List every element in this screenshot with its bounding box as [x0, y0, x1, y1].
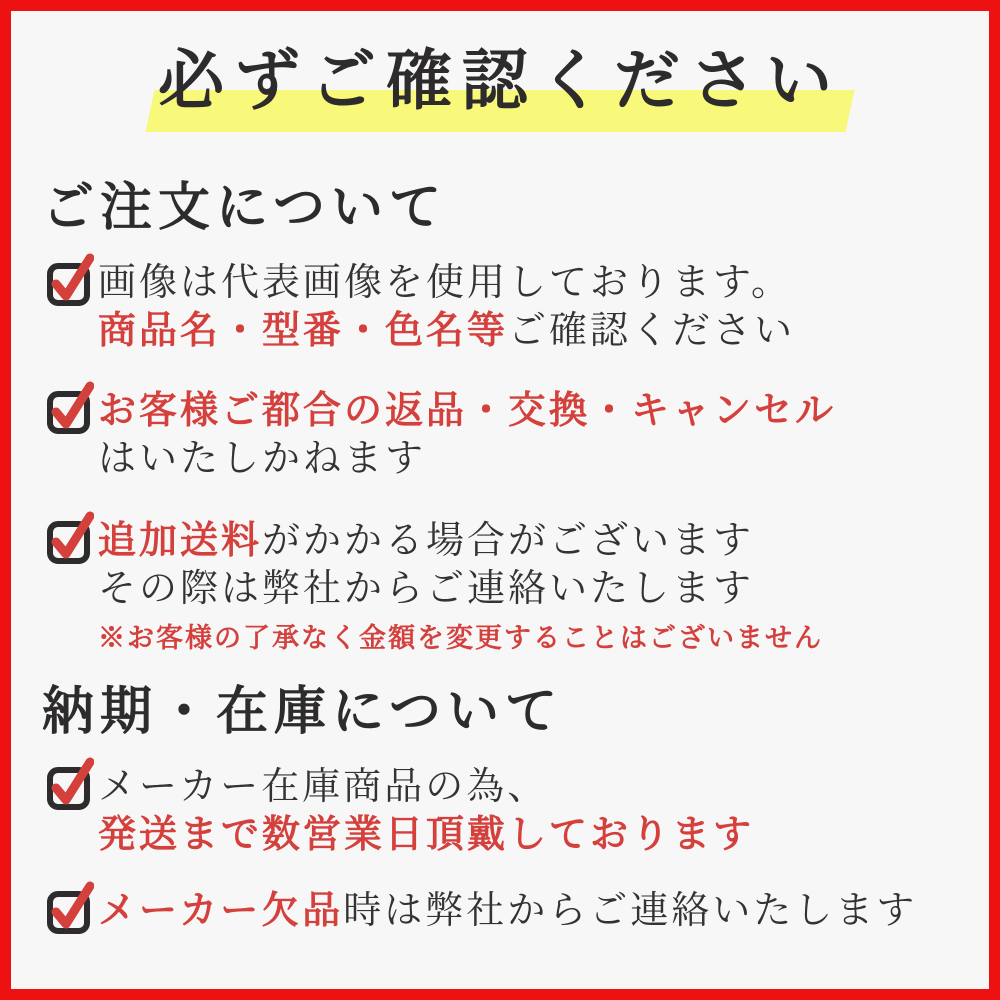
page-title: 必ずご確認ください: [158, 41, 842, 119]
item-line: [98, 386, 836, 434]
checked-checkbox-icon: [46, 880, 94, 934]
item-text-emphasis: 追加送料: [98, 517, 263, 562]
section-heading-delivery-stock: 納期・在庫について: [42, 681, 563, 742]
item-text: ご確認ください: [508, 308, 796, 352]
item-text-emphasis: 商品名・型番・色名等: [98, 307, 509, 352]
item-text-emphasis: 発送まで数営業日頂戴しております: [98, 811, 755, 856]
checked-checkbox-icon: [46, 510, 94, 564]
checklist-item-maker-shortage: [46, 886, 917, 934]
checklist-item-representative-image: [46, 258, 795, 354]
item-text: 時は弊社からご連絡いたします: [343, 888, 918, 932]
checked-checkbox-icon: [46, 756, 94, 810]
item-text-emphasis: メーカー欠品: [98, 887, 344, 932]
item-text: がかかる場合がございます: [262, 518, 755, 562]
checklist-item-extra-shipping: [46, 516, 823, 658]
item-line: [98, 306, 795, 354]
checklist-item-maker-stock: [46, 762, 754, 858]
checked-checkbox-icon: [46, 252, 94, 306]
item-line: [98, 564, 823, 612]
item-note: ※お客様の了承なく金額を変更することはございません: [98, 623, 823, 654]
item-text: メーカー在庫商品の為、: [98, 764, 549, 808]
item-line: [98, 258, 795, 306]
item-line: [98, 810, 754, 858]
title-block: [0, 34, 1000, 126]
section-heading-order: ご注文について: [42, 177, 447, 238]
item-line: [98, 516, 823, 564]
item-text-emphasis: お客様ご都合の返品・交換・キャンセル: [98, 387, 837, 432]
item-text: 画像は代表画像を使用しております。: [98, 260, 792, 304]
item-line: [98, 886, 917, 934]
item-line: [98, 762, 754, 810]
item-line: [98, 434, 836, 482]
checked-checkbox-icon: [46, 380, 94, 434]
item-text: その際は弊社からご連絡いたします: [98, 566, 755, 610]
item-text: はいたしかねます: [98, 436, 427, 480]
checklist-item-returns: [46, 386, 836, 482]
